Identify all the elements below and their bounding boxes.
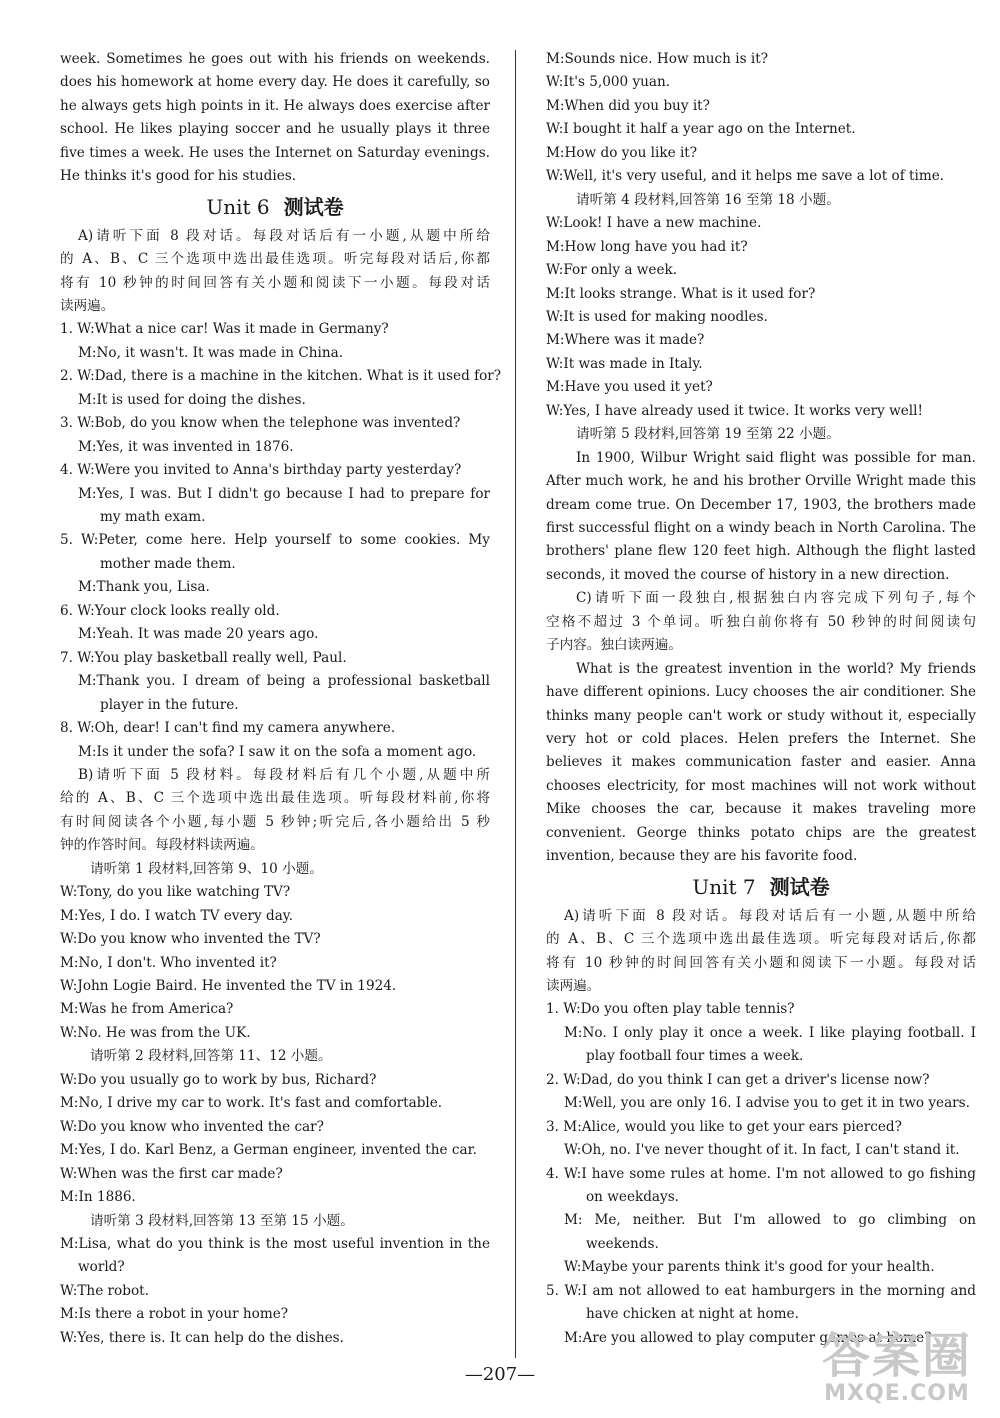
text-line: chooses electricity, for most machines will not work without — [546, 777, 976, 794]
text-line: W:Tony, do you like watching TV? — [60, 884, 291, 901]
text-line: M:Well, you are only 16. I advise you to get it in two years. — [564, 1095, 970, 1112]
text-line: W:Oh, no. I've never thought of it. In fact, I can't stand it. — [564, 1142, 960, 1159]
text-line: M:Yeah. It was made 20 years ago. — [78, 626, 319, 643]
text-line: M:Was he from America? — [60, 1001, 234, 1018]
text-line: 请听第 4 段材料,回答第 16 至第 18 小题。 — [576, 191, 840, 208]
text-line: 1. W:What a nice car! Was it made in Germany? — [60, 321, 389, 338]
text-line: 7. W:You play basketball really well, Paul. — [60, 649, 347, 666]
text-line: week. Sometimes he goes out with his friends on weekends. — [60, 51, 490, 67]
text-line: W:The robot. — [60, 1282, 149, 1299]
text-line: 空格不超过 3 个单词。听独白前你将有 50 秒钟的时间阅读句 — [546, 613, 976, 630]
text-line: M:Sounds nice. How much is it? — [546, 51, 768, 67]
page-number: —207— — [464, 1364, 536, 1385]
text-line: W:Do you know who invented the car? — [60, 1118, 324, 1135]
text-line: W:I bought it half a year ago on the Internet. — [546, 121, 856, 138]
text-line: W:Well, it's very useful, and it helps me save a lot of time. — [546, 168, 945, 185]
text-line: M:Yes, I do. I watch TV every day. — [60, 907, 293, 924]
text-line: M:Are you allowed to play computer games at home? — [564, 1329, 932, 1346]
unit-title-label: 测试卷 — [769, 874, 830, 899]
text-line: W:Look! I have a new machine. — [546, 215, 762, 232]
text-line: W:Yes, there is. It can help do the dishes. — [60, 1329, 344, 1346]
text-line: W:Yes, I have already used it twice. It works very well! — [546, 402, 923, 419]
watermark-logo: 答案圈 — [821, 1328, 972, 1384]
text-line: 给的 A、B、C 三个选项中选出最佳选项。听每段材料前,你将 — [60, 790, 490, 807]
text-line: W:When was the first car made? — [60, 1165, 283, 1182]
text-line: M:It is used for doing the dishes. — [78, 391, 306, 408]
text-line: M:When did you buy it? — [546, 97, 710, 114]
text-line: W:It was made in Italy. — [546, 355, 703, 372]
column-divider — [515, 50, 516, 1358]
text-line: M:How long have you had it? — [546, 238, 748, 255]
text-line: player in the future. — [100, 696, 239, 713]
text-line: have different opinions. Lucy chooses the air conditioner. She — [546, 684, 976, 701]
text-line: M:How do you like it? — [546, 144, 698, 161]
text-line: 将有 10 秒钟的时间回答有关小题和阅读下一小题。每段对话 — [60, 274, 490, 291]
left-column — [60, 48, 502, 1350]
text-line: M:No, it wasn't. It was made in China. — [78, 344, 344, 361]
text-line: mother made them. — [100, 555, 236, 572]
text-line: 2. W:Dad, there is a machine in the kitchen. What is it used for? — [60, 368, 502, 385]
text-line: M:Yes, it was invented in 1876. — [78, 438, 294, 455]
text-line: seconds, it moved the course of history in a new direction. — [546, 566, 950, 583]
text-line: 3. W:Bob, do you know when the telephone was invented? — [60, 415, 461, 432]
text-line: 的 A、B、C 三个选项中选出最佳选项。听完每段对话后,你都 — [60, 251, 490, 268]
text-line: W:It's 5,000 yuan. — [546, 74, 671, 91]
text-line: my math exam. — [100, 509, 206, 526]
unit-title — [546, 869, 976, 905]
text-line: 的 A、B、C 三个选项中选出最佳选项。听完每段对话后,你都 — [546, 931, 976, 948]
text-line: 读两遍。 — [546, 977, 601, 994]
text-line: What is the greatest invention in the world? My friends — [576, 660, 976, 677]
text-line: M:In 1886. — [60, 1189, 136, 1206]
text-line: In 1900, Wilbur Wright said flight was possible for man. — [576, 449, 976, 466]
text-line: M:Yes, I do. Karl Benz, a German engineer, invented the car. — [60, 1142, 477, 1159]
text-line: world? — [78, 1259, 125, 1276]
text-line: M:No, I don't. Who invented it? — [60, 954, 277, 971]
text-line: M:Lisa, what do you think is the most useful invention in the — [60, 1235, 490, 1252]
text-line: W:Maybe your parents think it's good for your health. — [564, 1259, 935, 1276]
text-line: He thinks it's good for his studies. — [60, 168, 297, 185]
watermark — [822, 1330, 972, 1406]
text-line: M:Is it under the sofa? I saw it on the sofa a moment ago. — [78, 743, 477, 760]
text-line: A)请听下面 8 段对话。每段对话后有一小题,从题中所给 — [564, 907, 976, 924]
text-line: 读两遍。 — [60, 297, 115, 314]
text-line: thinks many people can't work or study without it, especially — [546, 707, 976, 724]
text-line: have chicken at night at home. — [586, 1306, 799, 1323]
text-line: C)请听下面一段独白,根据独白内容完成下列句子,每个 — [576, 590, 976, 607]
text-line: 子内容。独白读两遍。 — [546, 637, 682, 654]
text-line: convenient. George thinks potato chips are the greatest — [546, 824, 976, 841]
text-line: W:John Logie Baird. He invented the TV in 1924. — [60, 978, 397, 994]
text-line: school. He likes playing soccer and he usually plays it three — [60, 121, 490, 138]
text-line: Mike chooses the car, because it makes traveling more — [546, 801, 976, 818]
text-line: 有时间阅读各个小题,每小题 5 秒钟;听完后,各小题给出 5 秒 — [60, 813, 490, 830]
text-line: W:Do you usually go to work by bus, Richard? — [60, 1071, 377, 1088]
text-line: B)请听下面 5 段材料。每段材料后有几个小题,从题中所 — [78, 766, 490, 783]
text-line: dream come true. On December 17, 1903, the brothers made — [546, 496, 976, 513]
text-line: M:Have you used it yet? — [546, 379, 713, 396]
text-line: M: Me, neither. But I'm allowed to go climbing on — [564, 1212, 976, 1229]
unit-title-unit: Unit 6 — [206, 194, 270, 219]
text-line: he always gets high points in it. He always does exercise after — [60, 97, 490, 114]
text-line: M:It looks strange. What is it used for? — [546, 285, 816, 302]
text-line: M:Thank you, Lisa. — [78, 579, 210, 596]
text-line: 6. W:Your clock looks really old. — [60, 602, 280, 619]
text-line: 请听第 3 段材料,回答第 13 至第 15 小题。 — [90, 1212, 354, 1229]
text-line: M:Where was it made? — [546, 332, 705, 349]
text-line: M:Yes, I was. But I didn't go because I had to prepare for — [78, 485, 490, 502]
text-line: W:No. He was from the UK. — [60, 1024, 251, 1041]
unit-title-unit: Unit 7 — [692, 874, 756, 899]
text-line: A)请听下面 8 段对话。每段对话后有一小题,从题中所给 — [78, 227, 490, 244]
text-line: After much work, he and his brother Orville Wright made this — [546, 473, 976, 490]
text-line: 5. W:I am not allowed to eat hamburgers in the morning and — [546, 1282, 976, 1299]
unit-title — [60, 189, 490, 225]
text-line: 4. W:I have some rules at home. I'm not allowed to go fishing — [546, 1165, 976, 1182]
text-line: 5. W:Peter, come here. Help yourself to some cookies. My — [60, 532, 490, 549]
text-line: first successful flight on a windy beach in North Carolina. The — [546, 520, 976, 537]
text-line: M:No, I drive my car to work. It's fast and comfortable. — [60, 1095, 443, 1112]
text-line: does his homework at home every day. He does it carefully, so — [60, 74, 490, 91]
text-line: 请听第 2 段材料,回答第 11、12 小题。 — [90, 1048, 332, 1065]
text-line: 2. W:Dad, do you think I can get a driver's license now? — [546, 1071, 930, 1088]
watermark-url: MXQE.COM — [824, 1381, 970, 1406]
text-line: 1. W:Do you often play table tennis? — [546, 1001, 795, 1018]
text-line: M:Thank you. I dream of being a professional basketball — [78, 673, 490, 690]
text-line: W:It is used for making noodles. — [546, 308, 768, 325]
text-line: 请听第 5 段材料,回答第 19 至第 22 小题。 — [576, 426, 840, 443]
text-line: very hot or cold places. Helen prefers the Internet. She — [546, 730, 976, 747]
text-line: 钟的作答时间。每段材料读两遍。 — [60, 837, 264, 854]
text-line: 请听第 1 段材料,回答第 9、10 小题。 — [90, 860, 323, 877]
text-line: five times a week. He uses the Internet on Saturday evenings. — [60, 144, 490, 161]
right-column — [546, 48, 976, 1350]
text-line: M:Is there a robot in your home? — [60, 1306, 289, 1323]
text-line: invention, because they are his favorite food. — [546, 848, 858, 865]
text-line: believes it makes communication faster and easier. Anna — [546, 754, 976, 771]
text-line: play football four times a week. — [586, 1048, 804, 1065]
text-line: W:Do you know who invented the TV? — [60, 931, 321, 948]
text-line: brothers' plane flew 120 feet high. Although the flight lasted — [546, 543, 976, 560]
text-line: on weekdays. — [586, 1188, 680, 1205]
text-line: 8. W:Oh, dear! I can't find my camera anywhere. — [60, 720, 396, 737]
text-line: M:No. I only play it once a week. I like playing football. I — [564, 1024, 976, 1041]
unit-title-label: 测试卷 — [283, 194, 344, 219]
text-line: 4. W:Were you invited to Anna's birthday party yesterday? — [60, 462, 462, 479]
text-line: weekends. — [586, 1235, 659, 1252]
text-line: W:For only a week. — [546, 262, 678, 279]
text-line: 将有 10 秒钟的时间回答有关小题和阅读下一小题。每段对话 — [546, 954, 976, 971]
text-line: 3. M:Alice, would you like to get your ears pierced? — [546, 1118, 902, 1135]
